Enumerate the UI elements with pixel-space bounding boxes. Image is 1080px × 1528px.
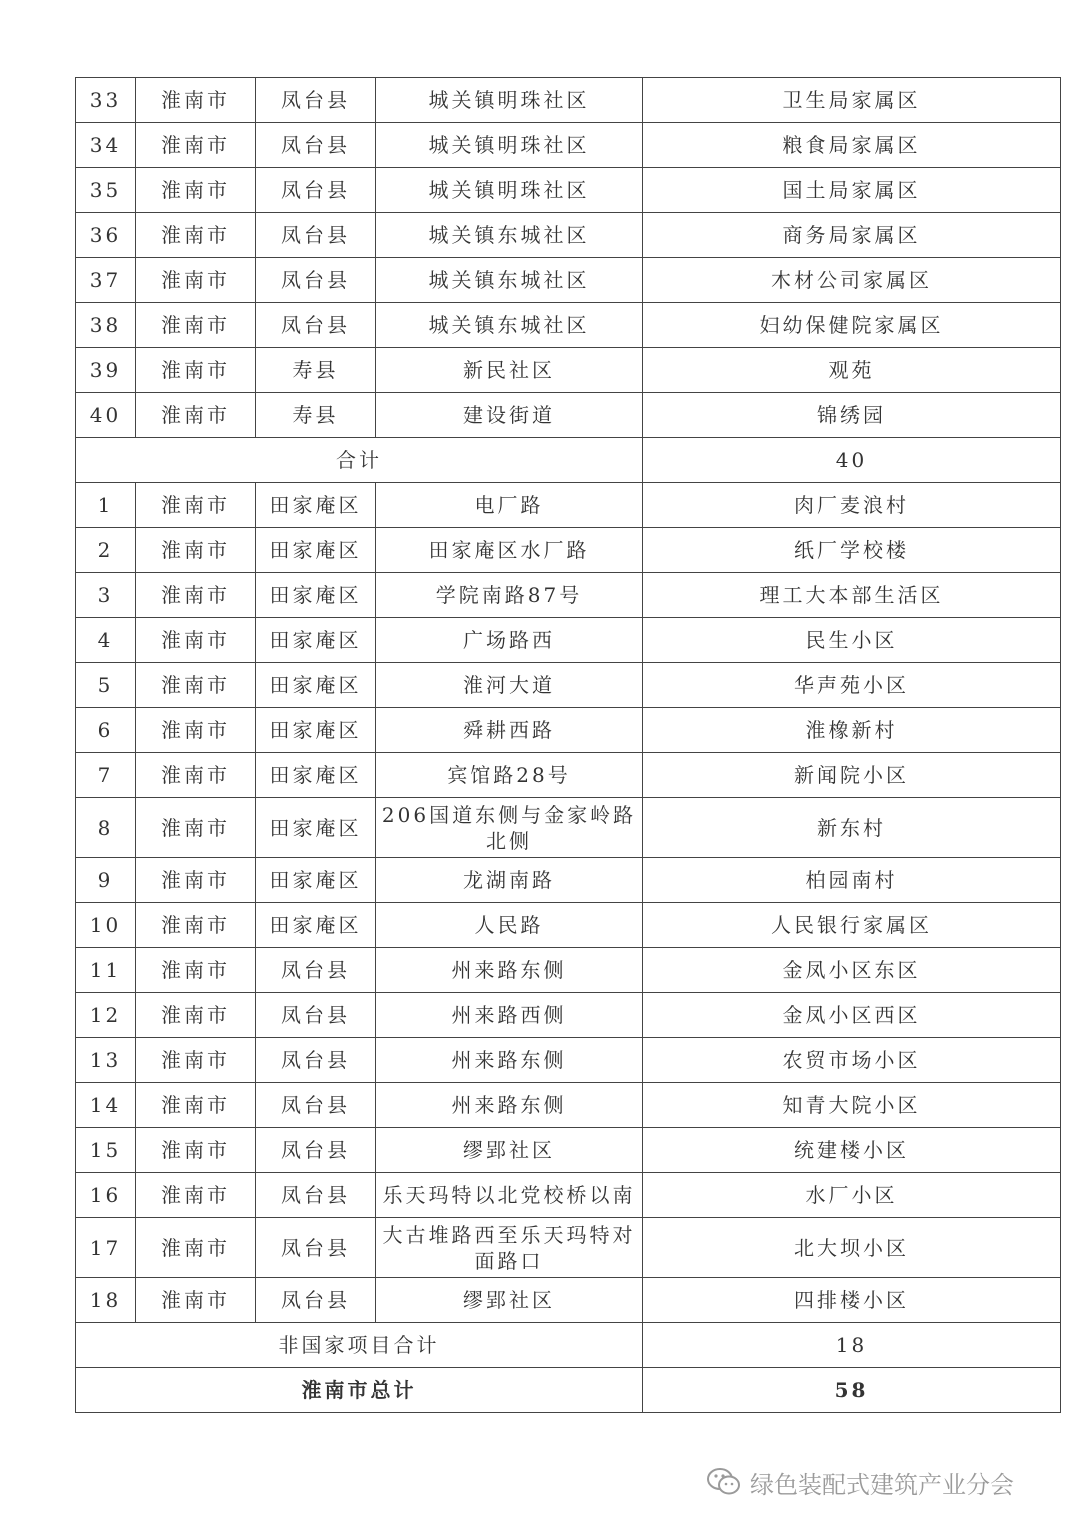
- community-cell: 新东村: [643, 798, 1061, 858]
- district-cell: 凤台县: [256, 303, 376, 348]
- table-row: [76, 858, 1061, 903]
- city-cell: 淮南市: [136, 753, 256, 798]
- community-cell: 粮食局家属区: [643, 123, 1061, 168]
- district-cell: 田家庵区: [256, 798, 376, 858]
- district-cell: 田家庵区: [256, 483, 376, 528]
- non-national-subtotal-value: 18: [643, 1323, 1061, 1368]
- city-cell: 淮南市: [136, 1038, 256, 1083]
- location-cell: 田家庵区水厂路: [376, 528, 643, 573]
- housing-list-table: [75, 77, 1061, 1413]
- row-number: 1: [76, 483, 136, 528]
- city-cell: 淮南市: [136, 1278, 256, 1323]
- row-number: 3: [76, 573, 136, 618]
- subtotal-row: [76, 438, 1061, 483]
- table-row: [76, 708, 1061, 753]
- row-number: 17: [76, 1218, 136, 1278]
- row-number: 10: [76, 903, 136, 948]
- row-number: 9: [76, 858, 136, 903]
- community-cell: 商务局家属区: [643, 213, 1061, 258]
- row-number: 36: [76, 213, 136, 258]
- city-cell: 淮南市: [136, 258, 256, 303]
- community-cell: 新闻院小区: [643, 753, 1061, 798]
- row-number: 16: [76, 1173, 136, 1218]
- city-cell: 淮南市: [136, 393, 256, 438]
- row-number: 39: [76, 348, 136, 393]
- row-number: 5: [76, 663, 136, 708]
- community-cell: 纸厂学校楼: [643, 528, 1061, 573]
- city-cell: 淮南市: [136, 1173, 256, 1218]
- city-cell: 淮南市: [136, 123, 256, 168]
- city-cell: 淮南市: [136, 663, 256, 708]
- city-cell: 淮南市: [136, 213, 256, 258]
- location-cell: 新民社区: [376, 348, 643, 393]
- district-cell: 凤台县: [256, 1128, 376, 1173]
- community-cell: 人民银行家属区: [643, 903, 1061, 948]
- city-cell: 淮南市: [136, 78, 256, 123]
- table-row: [76, 573, 1061, 618]
- community-cell: 金凤小区西区: [643, 993, 1061, 1038]
- table-row: [76, 1173, 1061, 1218]
- location-cell: 宾馆路28号: [376, 753, 643, 798]
- table-section-b: [76, 483, 1061, 1323]
- location-cell: 206国道东侧与金家岭路北侧: [376, 798, 643, 858]
- table-row: [76, 1038, 1061, 1083]
- community-cell: 知青大院小区: [643, 1083, 1061, 1128]
- row-number: 14: [76, 1083, 136, 1128]
- table-row: [76, 1083, 1061, 1128]
- city-cell: 淮南市: [136, 1128, 256, 1173]
- city-cell: 淮南市: [136, 528, 256, 573]
- table-row: [76, 948, 1061, 993]
- community-cell: 水厂小区: [643, 1173, 1061, 1218]
- location-cell: 城关镇东城社区: [376, 258, 643, 303]
- table-row: [76, 753, 1061, 798]
- district-cell: 凤台县: [256, 1218, 376, 1278]
- district-cell: 凤台县: [256, 1083, 376, 1128]
- table-row: [76, 213, 1061, 258]
- row-number: 15: [76, 1128, 136, 1173]
- city-cell: 淮南市: [136, 303, 256, 348]
- district-cell: 凤台县: [256, 1038, 376, 1083]
- table-row: [76, 123, 1061, 168]
- district-cell: 凤台县: [256, 993, 376, 1038]
- table-row: [76, 168, 1061, 213]
- row-number: 8: [76, 798, 136, 858]
- table-row: [76, 78, 1061, 123]
- district-cell: 田家庵区: [256, 573, 376, 618]
- community-cell: 卫生局家属区: [643, 78, 1061, 123]
- row-number: 40: [76, 393, 136, 438]
- district-cell: 凤台县: [256, 1278, 376, 1323]
- community-cell: 农贸市场小区: [643, 1038, 1061, 1083]
- subtotal-row: [76, 1323, 1061, 1368]
- subtotal-label: 合计: [76, 438, 643, 483]
- district-cell: 凤台县: [256, 213, 376, 258]
- community-cell: 四排楼小区: [643, 1278, 1061, 1323]
- district-cell: 田家庵区: [256, 903, 376, 948]
- table-row: [76, 303, 1061, 348]
- district-cell: 田家庵区: [256, 618, 376, 663]
- table-row: [76, 348, 1061, 393]
- district-cell: 凤台县: [256, 1173, 376, 1218]
- row-number: 33: [76, 78, 136, 123]
- table-row: [76, 1218, 1061, 1278]
- table-row: [76, 393, 1061, 438]
- district-cell: 田家庵区: [256, 753, 376, 798]
- district-cell: 田家庵区: [256, 663, 376, 708]
- district-cell: 凤台县: [256, 168, 376, 213]
- table-row: [76, 258, 1061, 303]
- row-number: 11: [76, 948, 136, 993]
- non-national-subtotal-label: 非国家项目合计: [76, 1323, 643, 1368]
- location-cell: 州来路东侧: [376, 1038, 643, 1083]
- row-number: 2: [76, 528, 136, 573]
- district-cell: 田家庵区: [256, 858, 376, 903]
- row-number: 13: [76, 1038, 136, 1083]
- city-cell: 淮南市: [136, 903, 256, 948]
- location-cell: 缪郢社区: [376, 1278, 643, 1323]
- table-row: [76, 903, 1061, 948]
- city-cell: 淮南市: [136, 618, 256, 663]
- table-row: [76, 1128, 1061, 1173]
- table-row: [76, 1278, 1061, 1323]
- city-cell: 淮南市: [136, 573, 256, 618]
- community-cell: 柏园南村: [643, 858, 1061, 903]
- location-cell: 城关镇明珠社区: [376, 168, 643, 213]
- location-cell: 州来路东侧: [376, 1083, 643, 1128]
- grand-total-label: 淮南市总计: [76, 1368, 643, 1413]
- row-number: 37: [76, 258, 136, 303]
- row-number: 18: [76, 1278, 136, 1323]
- row-number: 4: [76, 618, 136, 663]
- row-number: 34: [76, 123, 136, 168]
- district-cell: 凤台县: [256, 258, 376, 303]
- location-cell: 建设街道: [376, 393, 643, 438]
- location-cell: 州来路西侧: [376, 993, 643, 1038]
- table-row: [76, 993, 1061, 1038]
- table-row: [76, 798, 1061, 858]
- city-cell: 淮南市: [136, 858, 256, 903]
- community-cell: 淮橡新村: [643, 708, 1061, 753]
- table-row: [76, 483, 1061, 528]
- city-cell: 淮南市: [136, 993, 256, 1038]
- subtotal-section-a: [76, 438, 1061, 483]
- row-number: 6: [76, 708, 136, 753]
- city-cell: 淮南市: [136, 168, 256, 213]
- watermark: [706, 1462, 1014, 1502]
- community-cell: 统建楼小区: [643, 1128, 1061, 1173]
- community-cell: 国土局家属区: [643, 168, 1061, 213]
- location-cell: 城关镇东城社区: [376, 213, 643, 258]
- district-cell: 寿县: [256, 393, 376, 438]
- city-cell: 淮南市: [136, 1218, 256, 1278]
- district-cell: 寿县: [256, 348, 376, 393]
- row-number: 38: [76, 303, 136, 348]
- grand-total-value: 58: [643, 1368, 1061, 1413]
- location-cell: 电厂路: [376, 483, 643, 528]
- row-number: 12: [76, 993, 136, 1038]
- community-cell: 民生小区: [643, 618, 1061, 663]
- location-cell: 大古堆路西至乐天玛特对面路口: [376, 1218, 643, 1278]
- wechat-icon: [706, 1466, 742, 1498]
- district-cell: 田家庵区: [256, 708, 376, 753]
- table-row: [76, 663, 1061, 708]
- city-cell: 淮南市: [136, 348, 256, 393]
- location-cell: 城关镇明珠社区: [376, 78, 643, 123]
- location-cell: 龙湖南路: [376, 858, 643, 903]
- grand-total-row: [76, 1368, 1061, 1413]
- district-cell: 凤台县: [256, 948, 376, 993]
- location-cell: 学院南路87号: [376, 573, 643, 618]
- location-cell: 舜耕西路: [376, 708, 643, 753]
- district-cell: 凤台县: [256, 123, 376, 168]
- city-cell: 淮南市: [136, 948, 256, 993]
- community-cell: 肉厂麦浪村: [643, 483, 1061, 528]
- city-cell: 淮南市: [136, 1083, 256, 1128]
- location-cell: 州来路东侧: [376, 948, 643, 993]
- city-cell: 淮南市: [136, 483, 256, 528]
- community-cell: 金凤小区东区: [643, 948, 1061, 993]
- location-cell: 人民路: [376, 903, 643, 948]
- district-cell: 田家庵区: [256, 528, 376, 573]
- community-cell: 华声苑小区: [643, 663, 1061, 708]
- row-number: 35: [76, 168, 136, 213]
- location-cell: 城关镇明珠社区: [376, 123, 643, 168]
- community-cell: 理工大本部生活区: [643, 573, 1061, 618]
- subtotal-value: 40: [643, 438, 1061, 483]
- row-number: 7: [76, 753, 136, 798]
- community-cell: 木材公司家属区: [643, 258, 1061, 303]
- city-cell: 淮南市: [136, 798, 256, 858]
- location-cell: 城关镇东城社区: [376, 303, 643, 348]
- watermark-text: 绿色装配式建筑产业分会: [750, 1470, 1014, 1499]
- table-section-a: [76, 78, 1061, 438]
- location-cell: 广场路西: [376, 618, 643, 663]
- district-cell: 凤台县: [256, 78, 376, 123]
- community-cell: 北大坝小区: [643, 1218, 1061, 1278]
- location-cell: 乐天玛特以北党校桥以南: [376, 1173, 643, 1218]
- city-cell: 淮南市: [136, 708, 256, 753]
- community-cell: 观苑: [643, 348, 1061, 393]
- location-cell: 淮河大道: [376, 663, 643, 708]
- community-cell: 妇幼保健院家属区: [643, 303, 1061, 348]
- location-cell: 缪郢社区: [376, 1128, 643, 1173]
- community-cell: 锦绣园: [643, 393, 1061, 438]
- table-row: [76, 618, 1061, 663]
- totals-section: [76, 1323, 1061, 1413]
- table-row: [76, 528, 1061, 573]
